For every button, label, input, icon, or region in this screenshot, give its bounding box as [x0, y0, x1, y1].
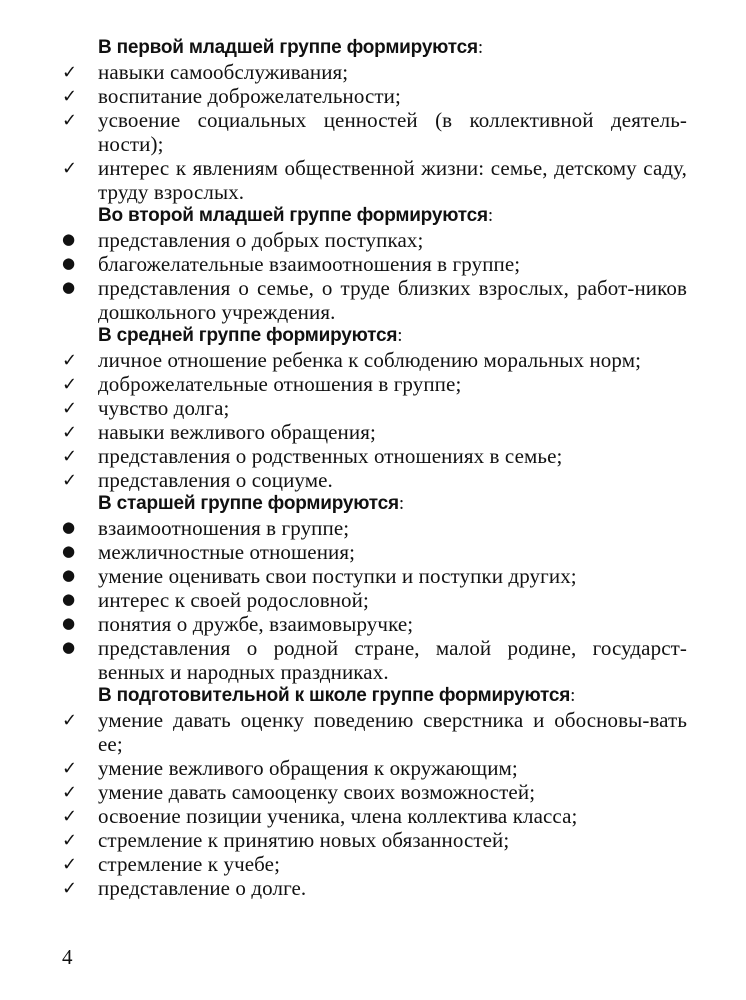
list-item: [62, 780, 687, 804]
checkmark-icon: ✓: [62, 446, 78, 467]
list-item: [62, 276, 687, 324]
list-item-text: представление о долге.: [98, 876, 307, 900]
heading-colon: :: [398, 493, 404, 514]
list-item: [62, 348, 687, 372]
section-5: [62, 684, 687, 900]
list-item: [62, 108, 687, 156]
bullet-icon: ●: [62, 230, 76, 248]
list-item: [62, 756, 687, 780]
heading-colon: :: [477, 37, 483, 58]
list-item: [62, 708, 687, 756]
section-heading: [62, 324, 687, 348]
checkmark-icon: ✓: [62, 62, 78, 83]
list-item-text: представления о семье, о труде близких взрослых, работ-ников дошкольного учреждения.: [98, 276, 687, 324]
list-item: [62, 396, 687, 420]
checkmark-icon: ✓: [62, 710, 78, 731]
list-item-text: представления о родной стране, малой родине, государст-венных и народных праздниках.: [98, 636, 687, 684]
bullet-icon: ●: [62, 566, 76, 584]
list-item: [62, 588, 687, 612]
list-item-text: стремление к принятию новых обязанностей;: [98, 828, 510, 852]
list-item-text: умение вежливого обращения к окружающим;: [98, 756, 518, 780]
checkmark-icon: ✓: [62, 158, 78, 179]
list-item-text: навыки вежливого обращения;: [98, 420, 376, 444]
list-item-text: межличностные отношения;: [98, 540, 356, 564]
list-item-text: интерес к своей родословной;: [98, 588, 369, 612]
list-item: [62, 84, 687, 108]
checkmark-icon: ✓: [62, 854, 78, 875]
list-item: [62, 516, 687, 540]
checkmark-icon: ✓: [62, 350, 78, 371]
checkmark-icon: ✓: [62, 470, 78, 491]
checkmark-icon: ✓: [62, 398, 78, 419]
checkmark-icon: ✓: [62, 758, 78, 779]
list-item: [62, 612, 687, 636]
checkmark-icon: ✓: [62, 86, 78, 107]
section-heading-text: В старшей группе формируются: [98, 493, 399, 514]
section-heading-text: Во второй младшей группе формируются: [98, 205, 488, 226]
bullet-icon: ●: [62, 542, 76, 560]
list-item-text: стремление к учебе;: [98, 852, 281, 876]
list-item: [62, 828, 687, 852]
list-item-text: освоение позиции ученика, члена коллектива класса;: [98, 804, 578, 828]
list-item: [62, 372, 687, 396]
section-heading: [62, 684, 687, 708]
section-3: [62, 324, 687, 492]
section-heading-text: В средней группе формируются: [98, 325, 398, 346]
list-item-text: взаимоотношения в группе;: [98, 516, 350, 540]
list-item-text: умение давать оценку поведению сверстника и обосновы-вать ее;: [98, 708, 687, 756]
list-item: [62, 60, 687, 84]
section-heading: [62, 204, 687, 228]
section-1: [62, 36, 687, 204]
list-item-text: представления о социуме.: [98, 468, 333, 492]
heading-colon: :: [487, 205, 493, 226]
list-item-text: доброжелательные отношения в группе;: [98, 372, 462, 396]
checkmark-icon: ✓: [62, 782, 78, 803]
section-2: [62, 204, 687, 324]
section-4: [62, 492, 687, 684]
checkmark-icon: ✓: [62, 374, 78, 395]
checkmark-icon: ✓: [62, 878, 78, 899]
list-item: [62, 636, 687, 684]
list-item-text: воспитание доброжелательности;: [98, 84, 401, 108]
list-item: [62, 540, 687, 564]
list-item-text: интерес к явлениям общественной жизни: семье, детскому саду, труду взрослых.: [98, 156, 687, 204]
list-item-text: чувство долга;: [98, 396, 230, 420]
bullet-icon: ●: [62, 518, 76, 536]
item-list: [62, 516, 687, 684]
heading-colon: :: [570, 685, 576, 706]
list-item: [62, 804, 687, 828]
list-item: [62, 252, 687, 276]
item-list: [62, 708, 687, 900]
section-heading: [62, 36, 687, 60]
section-heading: [62, 492, 687, 516]
bullet-icon: ●: [62, 254, 76, 272]
list-item: [62, 564, 687, 588]
list-item: [62, 420, 687, 444]
checkmark-icon: ✓: [62, 830, 78, 851]
list-item-text: усвоение социальных ценностей (в коллективной деятель-ности);: [98, 108, 687, 156]
list-item: [62, 228, 687, 252]
list-item: [62, 156, 687, 204]
checkmark-icon: ✓: [62, 806, 78, 827]
list-item-text: умение давать самооценку своих возможностей;: [98, 780, 536, 804]
list-item-text: умение оценивать свои поступки и поступки других;: [98, 564, 577, 588]
section-heading-text: В подготовительной к школе группе формируются: [98, 685, 571, 706]
list-item-text: представления о добрых поступках;: [98, 228, 424, 252]
checkmark-icon: ✓: [62, 422, 78, 443]
item-list: [62, 60, 687, 204]
section-heading-text: В первой младшей группе формируются: [98, 37, 478, 58]
list-item: [62, 852, 687, 876]
item-list: [62, 228, 687, 324]
list-item: [62, 876, 687, 900]
bullet-icon: ●: [62, 614, 76, 632]
bullet-icon: ●: [62, 590, 76, 608]
list-item: [62, 444, 687, 468]
page-content: [62, 36, 687, 900]
bullet-icon: ●: [62, 638, 76, 656]
list-item-text: представления о родственных отношениях в семье;: [98, 444, 563, 468]
list-item-text: личное отношение ребенка к соблюдению моральных норм;: [98, 348, 642, 372]
checkmark-icon: ✓: [62, 110, 78, 131]
item-list: [62, 348, 687, 492]
bullet-icon: ●: [62, 278, 76, 296]
list-item-text: навыки самообслуживания;: [98, 60, 349, 84]
page-number: 4: [62, 945, 73, 969]
list-item: [62, 468, 687, 492]
list-item-text: благожелательные взаимоотношения в группе;: [98, 252, 521, 276]
list-item-text: понятия о дружбе, взаимовыручке;: [98, 612, 414, 636]
heading-colon: :: [397, 325, 403, 346]
